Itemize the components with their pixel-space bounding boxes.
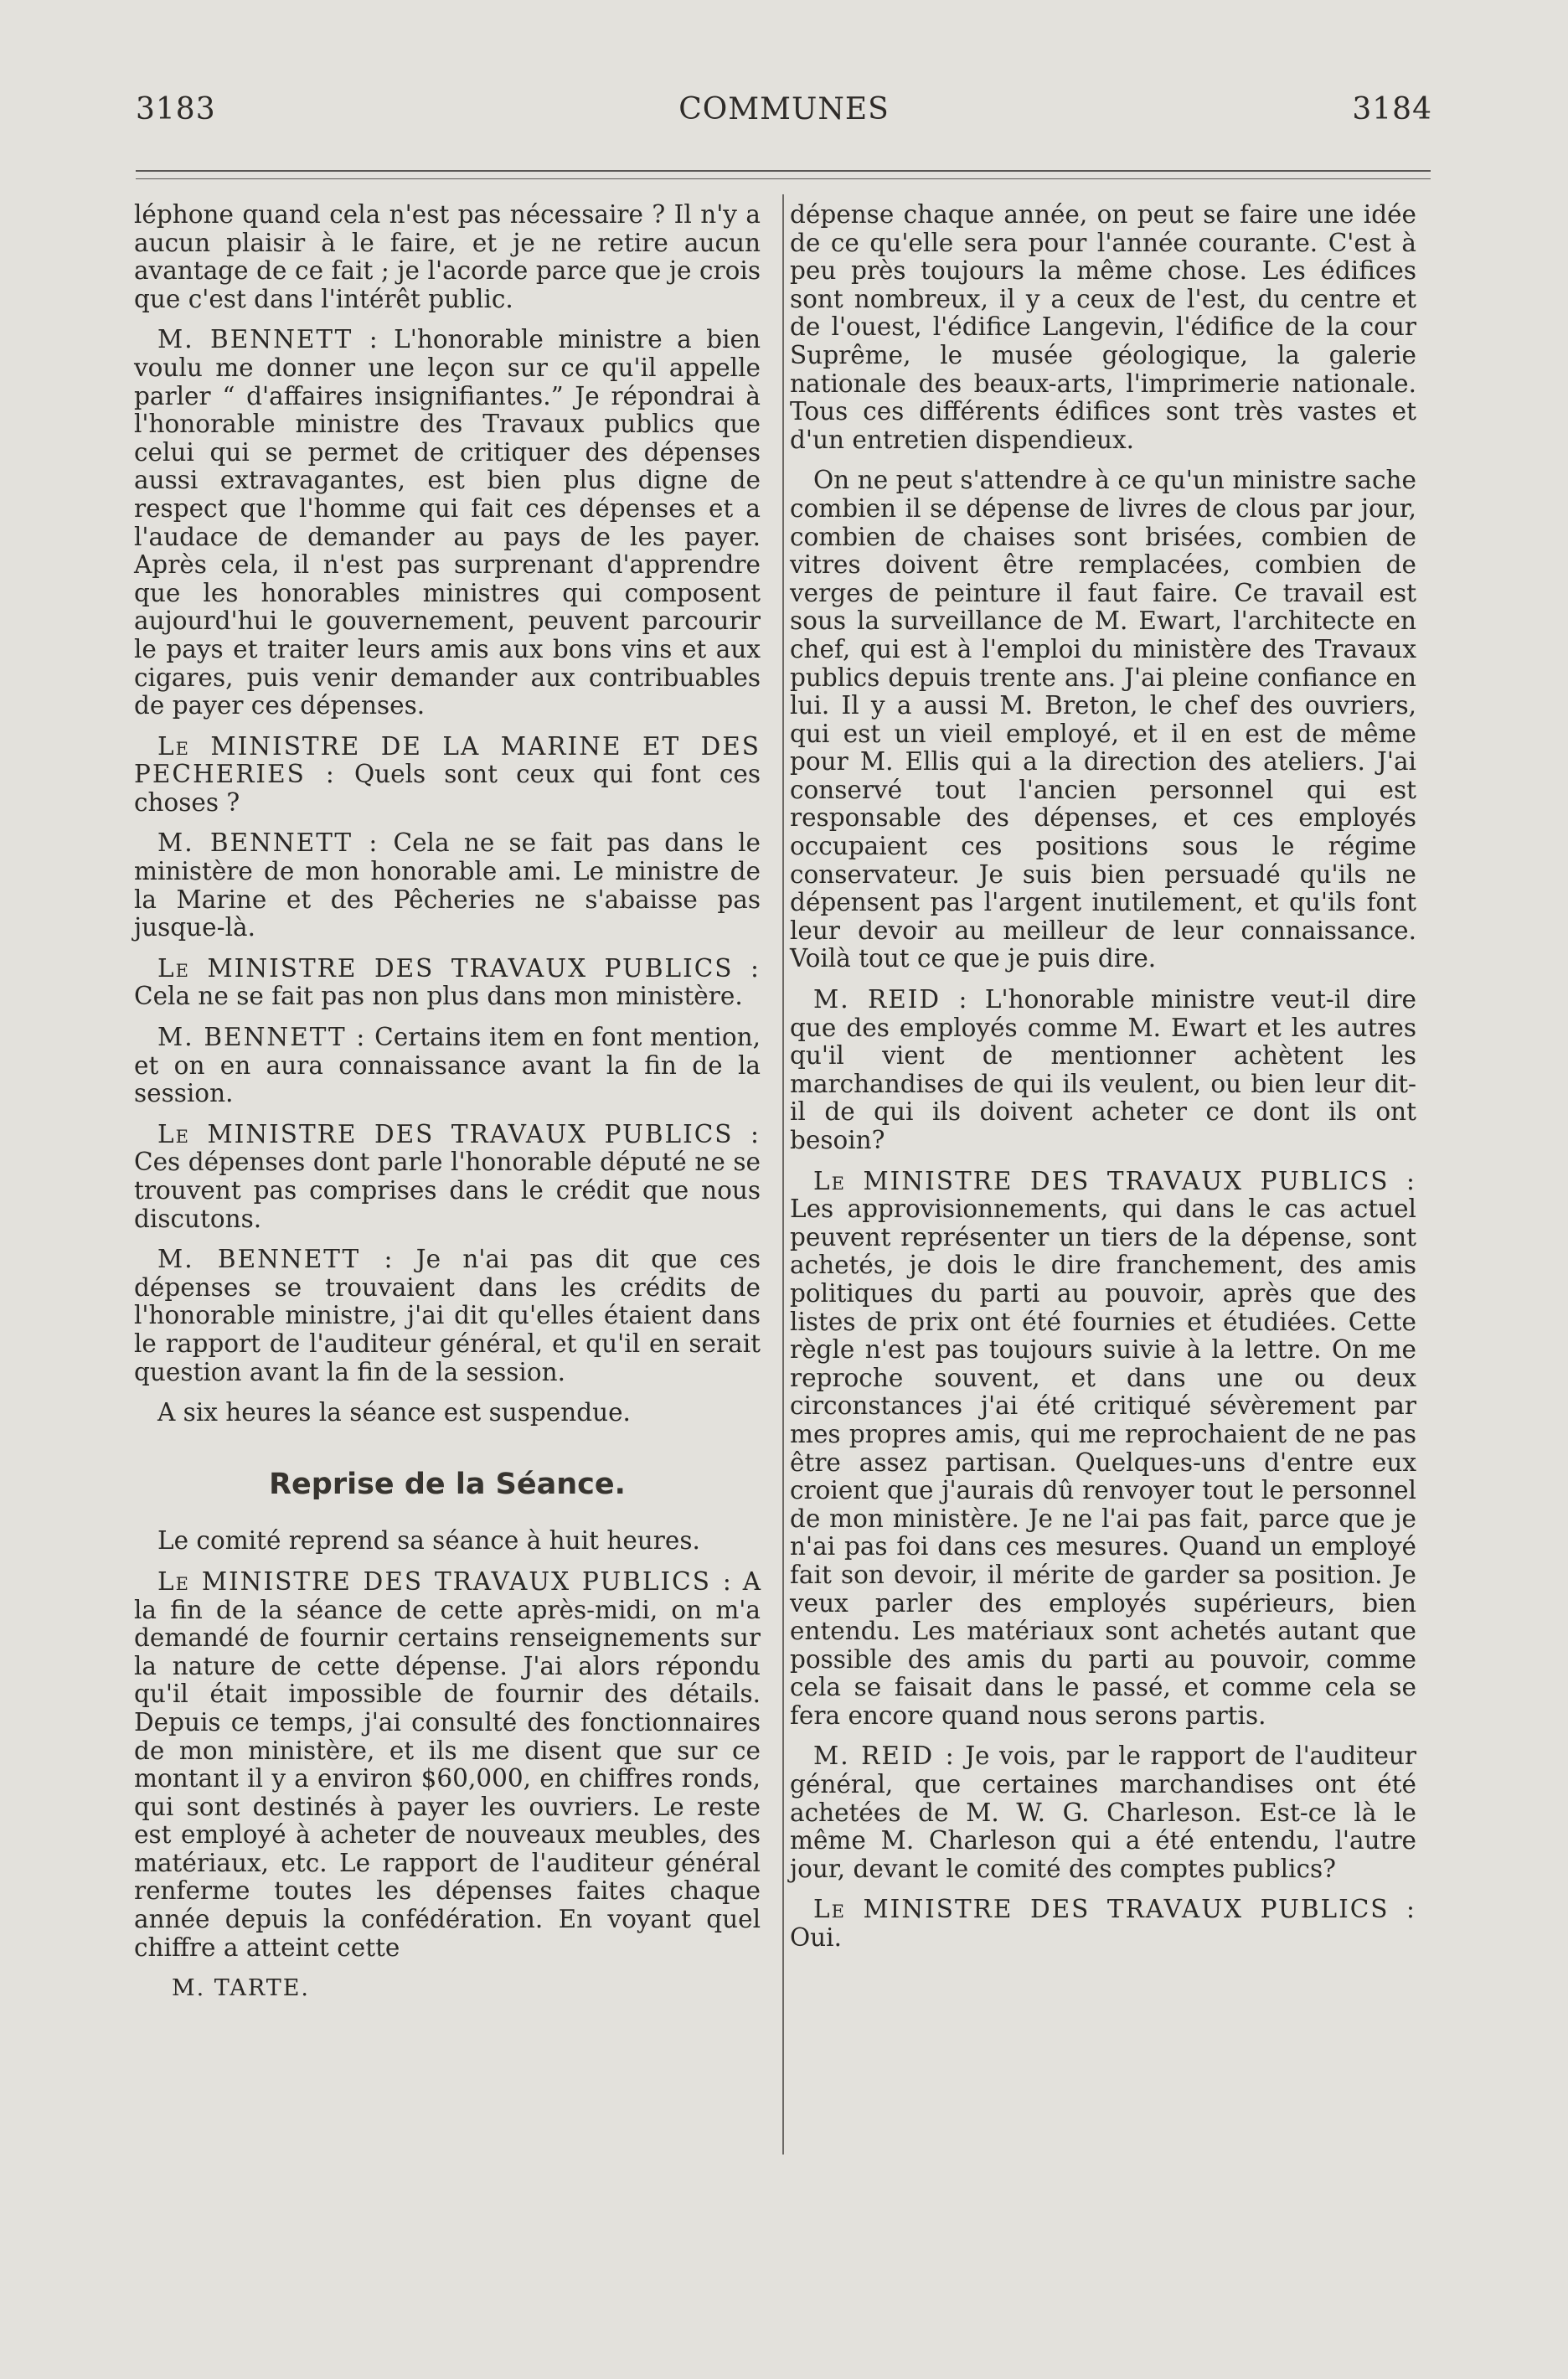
paragraph <box>790 1742 1416 1883</box>
speaker: M. BENNETT : <box>157 828 379 858</box>
speech-text: Quels sont ceux qui font ces choses ? <box>134 760 761 817</box>
paragraph <box>134 955 761 1011</box>
paragraph <box>134 1246 761 1386</box>
speaker: Le MINISTRE DES TRAVAUX PUBLICS : <box>157 1566 733 1596</box>
speaker-attribution: M. TARTE. <box>172 1975 310 2002</box>
speaker: Le MINISTRE DE LA MARINE ET DES PECHERIES : <box>134 731 761 789</box>
paragraph <box>790 986 1416 1155</box>
speaker: Le MINISTRE DES TRAVAUX PUBLICS : <box>813 1895 1416 1924</box>
header-rule <box>136 170 1431 172</box>
speaker: Le MINISTRE DES TRAVAUX PUBLICS : <box>157 1119 761 1148</box>
speech-text: Les approvisionnements, qui dans le cas actuel peuvent représenter un tiers de la dépense, sont achetés, je dois le dire franchement, des amis politiques du parti au pouvoir, après que des listes de prix ont été fournies et étudiées. Cette règle n'est pas toujours suivie à la lettre. On me reproche souvent, et dans une ou deux circonstances j'ai été critiqué sévèrement par mes propres amis, qui me reprochaient de ne pas être assez partisan. Quelques-uns d'entre eux croient que j'aurais dû renvoyer tout le personnel de mon ministère. Je ne l'ai pas fait, parce que je n'ai pas foi dans ces mesures. Quand un employé fait son devoir, il mérite de garder sa position. Je veux parler des employés supérieurs, bien entendu. Les matériaux sont achetés autant que possible des amis du parti au pouvoir, comme cela se faisait dans le passé, et comme cela se fera encore quand nous serons partis. <box>790 1195 1416 1730</box>
speaker: M. BENNETT : <box>157 325 379 354</box>
speech-text: Je vois, par le rapport de l'auditeur général, que certaines marchandises ont été achetées de M. W. G. Charleson. Est-ce là le même M. Charleson qui a été entendu, l'autre jour, devant le comité des comptes publics? <box>790 1742 1416 1883</box>
paragraph <box>134 1568 761 1962</box>
column-divider <box>782 194 784 2155</box>
header-rule-thin <box>136 178 1431 179</box>
speech-text: Je n'ai pas dit que ces dépenses se trouvaient dans les crédits de l'honorable ministre, j'ai dit qu'elles étaient dans le rapport de l'auditeur général, et qu'il en serait question avant la fin de la session. <box>134 1245 761 1386</box>
speech-text: Cela ne se fait pas non plus dans mon ministère. <box>134 982 743 1011</box>
page-number-right: 3184 <box>1352 92 1432 126</box>
speaker: M. BENNETT : <box>157 1245 395 1274</box>
paragraph: léphone quand cela n'est pas nécessaire ? Il n'y a aucun plaisir à le faire, et je ne retire aucun avantage de ce fait ; je l'acorde parce que je crois que c'est dans l'intérêt public. <box>134 200 761 313</box>
paragraph: On ne peut s'attendre à ce qu'un ministre sache combien il se dépense de livres de clous par jour, combien de chaises sont brisées, combien de vitres doivent être remplacées, combien de verges de peinture il faut faire. Ce travail est sous la surveillance de M. Ewart, l'architecte en chef, qui est à l'emploi du ministère des Travaux publics depuis trente ans. J'ai pleine confiance en lui. Il y a aussi M. Breton, le chef des ouvriers, qui est un vieil employé, et il en est de même pour M. Ellis qui a la direction des ateliers. J'ai conservé tout l'ancien personnel qui est responsable des dépenses, et ces employés occupaient ces positions sous le régime conservateur. Je suis bien persuadé qu'ils ne dépensent pas l'argent inutilement, et qu'ils font leur devoir au meilleur de leur connaissance. Voilà tout ce que je puis dire. <box>790 466 1416 973</box>
speaker: M. REID : <box>813 985 969 1014</box>
left-column <box>134 201 761 2015</box>
speaker: Le MINISTRE DES TRAVAUX PUBLICS : <box>813 1166 1416 1195</box>
speech-text: A la fin de la séance de cette après-midi, on m'a demandé de fournir certains renseignements sur la nature de cette dépense. J'ai alors répondu qu'il était impossible de fournir des détails. Depuis ce temps, j'ai consulté des fonctionnaires de mon ministère, et ils me disent que sur ce montant il y a environ $60,000, en chiffres ronds, qui sont destinés à payer les ouvriers. Le reste est employé à acheter de nouveaux meubles, des matériaux, etc. Le rapport de l'auditeur général renferme toutes les dépenses faites chaque année depuis la confédération. En voyant quel chiffre a atteint cette <box>134 1566 761 1962</box>
paragraph <box>134 1024 761 1108</box>
speech-text: L'honorable ministre veut-il dire que des employés comme M. Ewart et les autres qu'il vient de mentionner achètent les marchandises de qui ils veulent, ou bien leur dit-il de qui ils doivent acheter ce dont ils ont besoin? <box>790 985 1416 1154</box>
speaker: M. REID : <box>813 1742 956 1771</box>
right-column <box>790 201 1416 1965</box>
speech-text: Ces dépenses dont parle l'honorable député ne se trouvent pas comprises dans le crédit que nous discutons. <box>134 1148 761 1233</box>
section-heading: Reprise de la Séance. <box>269 1467 626 1501</box>
speaker: M. BENNETT : <box>157 1023 367 1052</box>
paragraph <box>790 1896 1416 1952</box>
speech-text: Oui. <box>790 1923 842 1953</box>
paragraph <box>134 733 761 818</box>
paragraph <box>134 326 761 720</box>
page-number-left: 3183 <box>136 92 216 126</box>
speech-text: Certains item en font mention, et on en aura connaissance avant la fin de la session. <box>134 1023 761 1108</box>
paragraph: dépense chaque année, on peut se faire une idée de ce qu'elle sera pour l'année courante. C'est à peu près toujours la même chose. Les édifices sont nombreux, il y a ceux de l'est, du centre et de l'ouest, l'édifice Langevin, l'édifice de la cour Suprême, le musée géologique, la galerie nationale des beaux-arts, l'imprimerie nationale. Tous ces différents édifices sont très vastes et d'un entretien dispendieux. <box>790 200 1416 454</box>
speech-text: Cela ne se fait pas dans le ministère de mon honorable ami. Le ministre de la Marine et des Pêcheries ne s'abaisse pas jusque-là. <box>134 828 761 942</box>
page-title: COMMUNES <box>678 92 890 126</box>
paragraph: Le comité reprend sa séance à huit heures. <box>157 1526 700 1556</box>
speaker: Le MINISTRE DES TRAVAUX PUBLICS : <box>157 953 761 983</box>
speech-text: L'honorable ministre a bien voulu me donner une leçon sur ce qu'il appelle parler “ d'affaires insignifiantes.” Je répondrai à l'honorable ministre des Travaux publics que celui qui se permet de critiquer des dépenses aussi extravagantes, est bien plus digne de respect que l'homme qui fait ces dépenses et a l'audace de demander au pays de les payer. Après cela, il n'est pas surprenant d'apprendre que les honorables ministres qui composent aujourd'hui le gouvernement, peuvent parcourir le pays et traiter leurs amis aux bons vins et aux cigares, puis venir demander aux contribuables de payer ces dépenses. <box>134 325 761 720</box>
paragraph <box>790 1168 1416 1731</box>
paragraph <box>134 1121 761 1233</box>
paragraph <box>134 829 761 942</box>
paragraph: A six heures la séance est suspendue. <box>157 1398 631 1427</box>
